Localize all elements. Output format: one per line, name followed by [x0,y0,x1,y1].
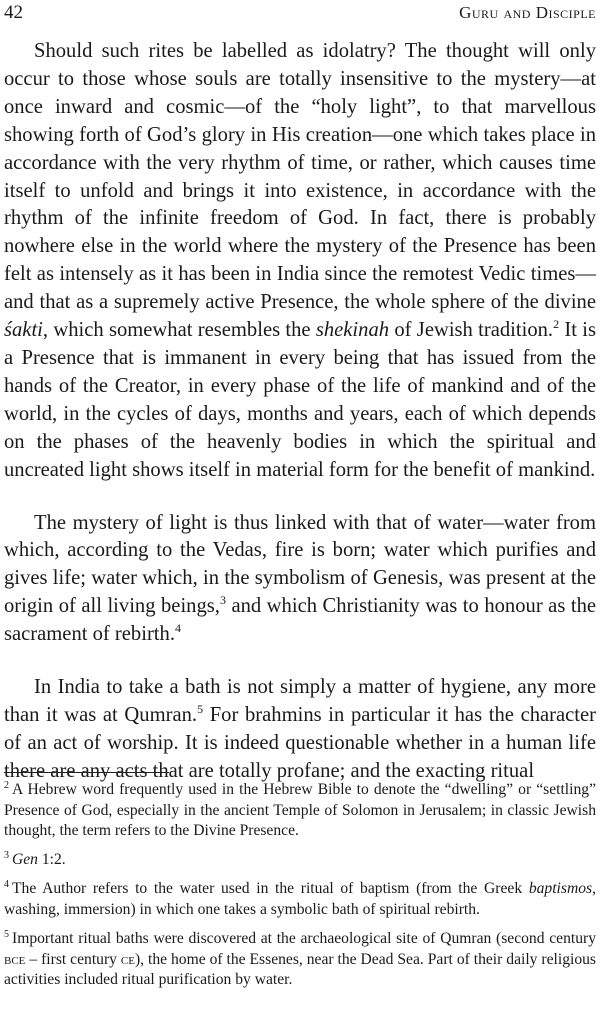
running-head: Guru and Disciple [459,3,596,22]
footnote-5-text-c: ), the home of the Essenes, near the Dead Sea. Part of their daily religious activities included ritual purification by water. [4,950,596,989]
p1-text-d: It is a Presence that is immanent in every being that has issued from the hands of the Creator, in every phase of the life of mankind and of the world, in the cycles of days, months and years, each of which depends on the phases of the heavenly bodies in which the spiritual and uncreated light shows itself in material form for the benefit of mankind. [4,319,596,481]
page-header [0,0,600,28]
footnote-3 [4,850,596,871]
p1-text-c: of Jewish tradition. [389,319,554,342]
page-number: 42 [4,2,23,23]
footnote-5-text-a: Important ritual baths were discovered at the archaeological site of Qumran (second century [12,930,596,948]
footnote-4-mark: 4 [4,879,9,891]
footnote-ref-3: 3 [219,593,226,608]
paragraph-3 [4,674,596,786]
p3-text-b: For brahmins in particular it has the character of an act of worship. It is indeed questionable whether in a human life there are any acts that are totally profane; and the exacting ritual [4,703,596,782]
term-sakti: śakti [4,319,43,342]
footnote-5-bce: bce [4,950,26,968]
footnote-5-mark: 5 [4,928,9,940]
paragraph-2 [4,510,596,650]
footnote-4-greek: baptismos [528,880,593,898]
footnote-2-mark: 2 [4,779,9,791]
footnote-ref-5: 5 [197,702,204,717]
paragraph-1 [4,38,596,485]
p2-text-a: The mystery of light is thus linked with that of water—water from which, according to the Vedas, fire is born; water which purifies and gives life; water which, in the symbolism of Genesis, was present at the origin of all living beings, [4,511,596,618]
footnote-5-ce: ce [120,950,135,968]
footnote-4-text-b: , washing, immersion) in which one takes a symbolic bath of spiritual rebirth. [4,880,596,918]
footnote-5-text-b: – first century [25,950,121,968]
footnote-3-text: 1:2. [37,851,66,869]
footnote-ref-2: 2 [553,317,560,332]
main-text [4,38,596,786]
footnote-ref-4: 4 [174,621,181,636]
p3-text-a: In India to take a bath is not simply a matter of hygiene, any more than it was at Qumran. [4,676,596,726]
footnote-divider [4,772,169,773]
footnote-3-mark: 3 [4,850,9,862]
footnote-3-title: Gen [12,851,38,869]
p1-text-a: Should such rites be labelled as idolatry? The thought will only occur to those whose souls are totally insensitive to the mystery—at once inward and cosmic—of the “holy light”, to that marvellous showing forth of God’s glory in His creation—one which takes place in accordance with the very rhythm of time, or rather, which causes time itself to unfold and brings it into existence, in accordance with the rhythm of the infinite freedom of God. In fact, there is probably nowhere else in the world where the mystery of the Presence has been felt as intensely as it has been in India since the remotest Vedic times—and that as a supremely active Presence, the whole sphere of the divine [4,40,596,314]
footnotes [4,780,596,991]
footnote-4-text-a: The Author refers to the water used in the ritual of baptism (from the Greek [12,880,529,898]
term-shekinah: shekinah [315,319,390,342]
footnote-2 [4,780,596,842]
p2-text-b: and which Christianity was to honour as the sacrament of rebirth. [4,595,597,646]
footnote-5 [4,929,596,991]
p1-text-b: , which somewhat resembles the [42,319,316,342]
footnote-4 [4,879,596,920]
footnote-2-text: A Hebrew word frequently used in the Hebrew Bible to denote the “dwelling” or “settling” Presence of God, especially in the ancient Temple of Solomon in Jerusalem; in classic Jewish thought, the term refers to the Divine Presence. [4,781,596,840]
